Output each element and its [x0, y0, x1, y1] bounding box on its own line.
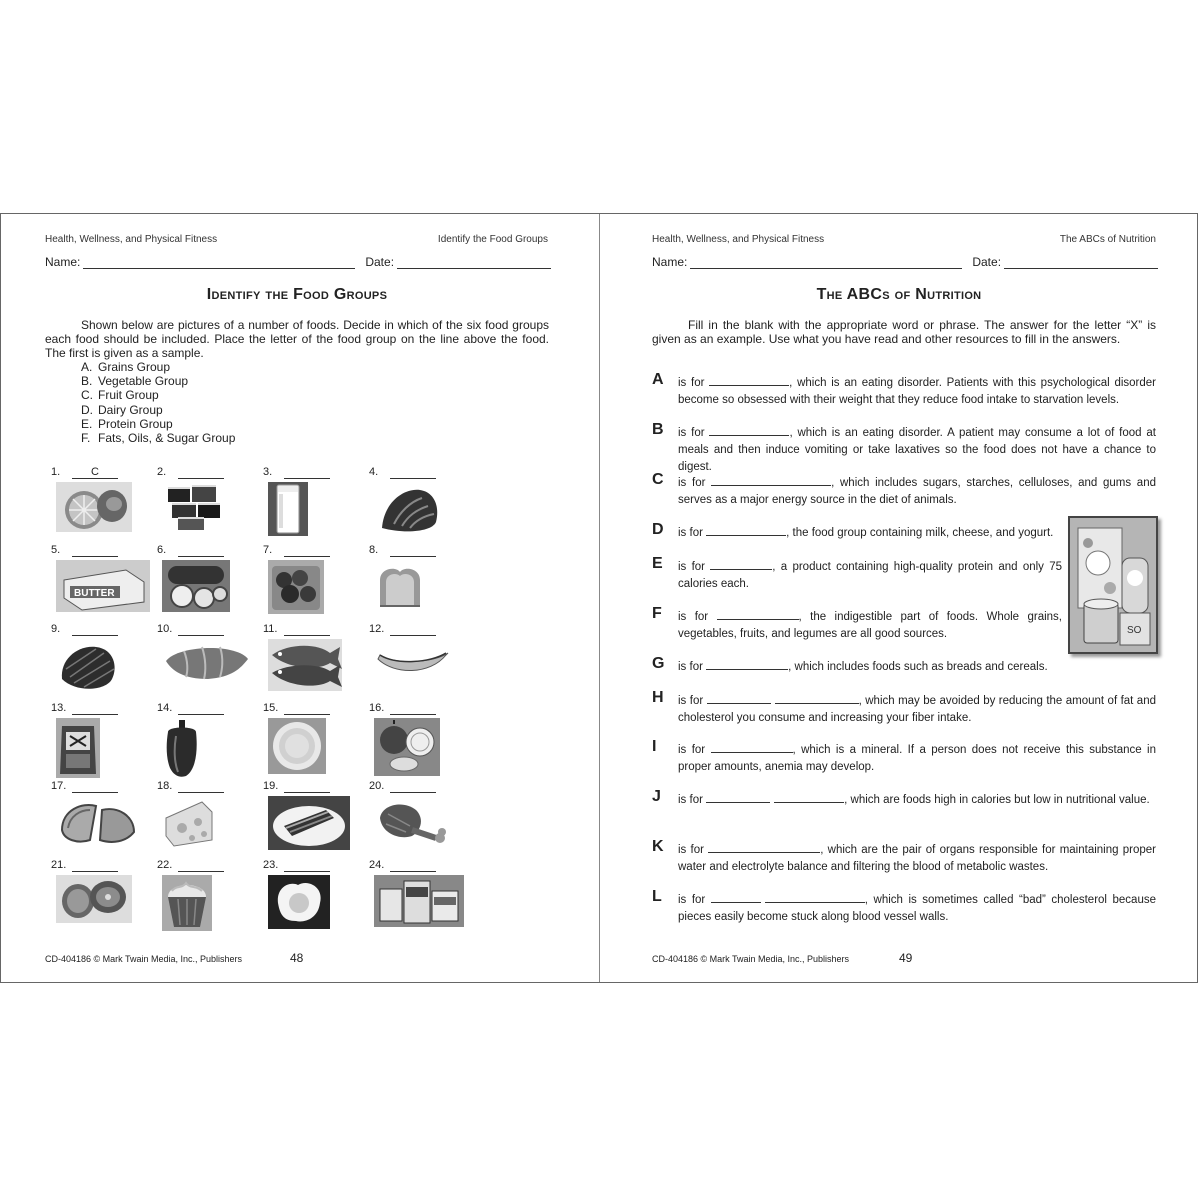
header-section-title: The ABCs of Nutrition [1059, 234, 1156, 245]
header-book-title: Health, Wellness, and Physical Fitness [652, 234, 825, 245]
dairy-products-photo-icon [1068, 516, 1158, 654]
definition-text: , which is sometimes called “bad” cholesterol because pieces easily become stuck along blood vessel walls. [678, 894, 1156, 923]
abc-letter: C [652, 471, 664, 488]
is-for-label: is for [678, 894, 711, 906]
food-item [51, 466, 151, 542]
answer-blank[interactable] [774, 791, 844, 803]
food-item [263, 702, 363, 778]
cupcake-icon [162, 875, 212, 936]
food-group-letter: C. [81, 388, 93, 403]
onion-icon [374, 718, 440, 781]
cake-slice-icon [268, 796, 350, 855]
grapefruit-icon [56, 482, 132, 537]
croissant-icon [162, 639, 252, 688]
abc-entry [652, 521, 1062, 542]
abc-entry-text [678, 474, 1156, 509]
abc-letter: F [652, 605, 662, 622]
book-spread [0, 213, 1198, 983]
kiwi-icon [56, 875, 132, 928]
food-group-item [81, 374, 235, 388]
abc-entry-text [678, 374, 1156, 409]
is-for-label: is for [678, 695, 707, 707]
abc-letter: B [652, 421, 664, 438]
sliced-vegetable-icon [162, 560, 230, 617]
food-item-number: 4. [369, 466, 379, 478]
pepper-icon [162, 718, 202, 783]
food-group-answer-blank[interactable] [284, 859, 330, 872]
page-number: 49 [899, 951, 913, 965]
abc-entry [652, 421, 1156, 476]
food-item [157, 702, 257, 778]
is-for-label: is for [678, 744, 711, 756]
definition-text: , which is an eating disorder. A patient may consume a lot of food at meals and then induce vomiting or take laxatives so the food does not have a chance to digest. [678, 427, 1156, 473]
food-item-number: 8. [369, 544, 379, 556]
answer-blank[interactable] [717, 608, 799, 620]
food-group-answer-blank[interactable] [390, 702, 436, 715]
footer-copyright: CD-404186 © Mark Twain Media, Inc., Publishers [45, 954, 243, 964]
chicken-leg-icon [374, 796, 450, 853]
ham-icon [56, 639, 122, 700]
food-group-answer-blank[interactable] [390, 623, 436, 636]
food-item-number: 3. [263, 466, 273, 478]
abc-entry-text [678, 791, 1156, 809]
abc-letter: D [652, 521, 664, 538]
abc-letter: G [652, 655, 665, 672]
date-field[interactable] [1004, 258, 1158, 269]
answer-blank[interactable] [706, 524, 786, 536]
food-item-number: 11. [263, 623, 278, 635]
fish-icon [268, 639, 342, 696]
food-item [263, 544, 363, 620]
food-item [157, 780, 257, 856]
abc-entry [652, 605, 1062, 643]
date-label: Date: [972, 255, 1002, 269]
abc-letter: K [652, 838, 664, 855]
abc-entry [652, 689, 1156, 727]
flour-bag-icon [56, 718, 100, 783]
food-item [157, 859, 257, 935]
name-field[interactable] [690, 258, 962, 269]
answer-blank[interactable] [775, 692, 859, 704]
food-item [157, 623, 257, 699]
food-item [263, 623, 363, 699]
definition-text: , the food group containing milk, cheese, and yogurt. [786, 527, 1054, 539]
food-group-answer-blank[interactable] [72, 702, 118, 715]
abc-entry-text [678, 608, 1062, 643]
lettuce-icon [374, 482, 446, 541]
food-group-answer-blank[interactable] [390, 859, 436, 872]
food-group-answer-blank[interactable] [178, 466, 224, 479]
food-group-answer-blank[interactable] [284, 466, 330, 479]
food-item-number: 23. [263, 859, 279, 871]
food-item [369, 859, 469, 935]
food-group-letter: E. [81, 416, 93, 431]
is-for-label: is for [678, 477, 712, 489]
abc-entry-text [678, 841, 1156, 876]
food-group-answer-blank[interactable] [284, 780, 330, 793]
food-item [369, 466, 469, 542]
definition-text: , which are the pair of organs responsible for maintaining proper water and electrolyte balance and filtering the blood of metabolic wastes. [678, 844, 1156, 873]
abc-entry-text [678, 424, 1156, 476]
abc-entry [652, 738, 1156, 776]
food-group-item [81, 388, 235, 402]
food-item-number: 13. [51, 702, 67, 714]
egg-icon [268, 875, 330, 934]
food-item [51, 702, 151, 778]
food-group-item [81, 431, 235, 445]
food-item-number: 10. [157, 623, 173, 635]
answer-blank[interactable] [711, 891, 761, 903]
food-item-number: 15. [263, 702, 279, 714]
food-item [51, 623, 151, 699]
food-group-answer-blank[interactable] [72, 859, 118, 872]
food-group-letter: A. [81, 360, 93, 374]
abc-entry-text [678, 692, 1156, 727]
answer-blank[interactable] [709, 374, 789, 386]
food-group-answer-blank[interactable] [284, 623, 330, 636]
food-item-number: 7. [263, 544, 273, 556]
definition-text: , which may be avoided by reducing the amount of fat and cholesterol you consume and increasing your fiber intake. [678, 695, 1156, 724]
definition-text: , which is a mineral. If a person does not receive this substance in proper amounts, anemia may develop. [678, 744, 1156, 773]
food-item [157, 544, 257, 620]
food-group-answer-blank[interactable] [178, 623, 224, 636]
abc-letter: L [652, 888, 662, 905]
food-item [157, 466, 257, 542]
food-item-number: 20. [369, 780, 385, 792]
food-item [51, 859, 151, 935]
instructions: Shown below are pictures of a number of foods. Decide in which of the six food groups each food should be included. Place the letter of the food group on the line above the food. The first is given as a sample. [45, 318, 549, 360]
butter-icon [56, 560, 150, 617]
food-group-answer-blank[interactable] [390, 466, 436, 479]
fudge-icon [162, 482, 230, 539]
food-item-number: 24. [369, 859, 385, 871]
food-item [369, 780, 469, 856]
food-item [51, 544, 151, 620]
is-for-label: is for [678, 794, 707, 806]
definition-text: , which includes sugars, starches, celluloses, and gums and serves as a major energy source in the diet of animals. [678, 477, 1156, 506]
answer-blank[interactable] [709, 424, 789, 436]
food-group-name: Fats, Oils, & Sugar Group [98, 431, 236, 446]
abc-letter: E [652, 555, 663, 572]
name-label: Name: [45, 255, 81, 269]
definition-text: , which includes foods such as breads and cereals. [788, 661, 1048, 673]
food-item-number: 6. [157, 544, 167, 556]
abc-entry [652, 555, 1062, 593]
name-field[interactable] [83, 258, 355, 269]
food-item-number: 1. [51, 466, 61, 478]
food-item-number: 2. [157, 466, 167, 478]
header-section-title: Identify the Food Groups [437, 234, 548, 245]
food-group-answer-blank[interactable] [178, 702, 224, 715]
abc-entry-text [678, 524, 1062, 542]
name-label: Name: [652, 255, 688, 269]
food-item-number: 9. [51, 623, 61, 635]
abc-letter: A [652, 371, 664, 388]
abc-entry [652, 371, 1156, 409]
abc-entry-text [678, 658, 1062, 676]
page-title: Identify the Food Groups [206, 286, 388, 303]
food-item-number: 18. [157, 780, 173, 792]
food-item-number: 21. [51, 859, 67, 871]
cheese-icon [162, 796, 216, 855]
page-title: The ABCs of Nutrition [816, 286, 982, 303]
food-item-number: 22. [157, 859, 173, 871]
food-item [369, 623, 469, 699]
answer-blank[interactable] [711, 741, 793, 753]
food-group-answer-blank[interactable] [178, 859, 224, 872]
yogurt-cups-icon [374, 875, 464, 932]
name-date-row [45, 255, 557, 269]
name-date-row [652, 255, 1164, 269]
food-group-answer-blank[interactable] [284, 544, 330, 557]
answer-blank[interactable] [765, 891, 865, 903]
food-item-number: 5. [51, 544, 61, 556]
abc-entry [652, 788, 1156, 809]
food-item-number: 19. [263, 780, 279, 792]
food-item [263, 466, 363, 542]
abc-entry-text [678, 558, 1062, 593]
abc-letter: J [652, 788, 661, 805]
abc-entry-text [678, 741, 1156, 776]
abc-letter: H [652, 689, 664, 706]
is-for-label: is for [678, 527, 707, 539]
milk-glass-icon [268, 482, 308, 541]
abc-letter: I [652, 738, 657, 755]
food-group-name: Grains Group [98, 360, 171, 374]
food-group-answer-blank[interactable] [390, 780, 436, 793]
bowl-icon [268, 718, 326, 779]
food-group-answer-blank[interactable] [390, 544, 436, 557]
svg-text:BUTTER: BUTTER [74, 588, 115, 599]
food-group-answer-blank[interactable] [284, 702, 330, 715]
is-for-label: is for [678, 611, 717, 623]
definition-text: , which is an eating disorder. Patients with this psychological disorder become so obsessed with their weight that they reduce food intake to starvation levels. [678, 377, 1156, 406]
definition-text: , which are foods high in calories but low in nutritional value. [844, 794, 1150, 806]
svg-text:SO: SO [1127, 625, 1142, 636]
food-item [369, 702, 469, 778]
answer-blank[interactable] [710, 558, 772, 570]
food-item [263, 780, 363, 856]
date-field[interactable] [397, 258, 551, 269]
melon-icon [56, 796, 138, 855]
answer-blank[interactable] [707, 692, 771, 704]
abc-entry [652, 838, 1156, 876]
answer-blank[interactable] [706, 791, 770, 803]
food-group-item [81, 360, 235, 374]
definition-text: , a product containing high-quality protein and only 75 calories each. [678, 561, 1062, 590]
is-for-label: is for [678, 661, 707, 673]
is-for-label: is for [678, 377, 710, 389]
answer-blank[interactable] [708, 841, 820, 853]
food-item [369, 544, 469, 620]
food-group-name: Dairy Group [98, 402, 163, 417]
abc-entry [652, 655, 1062, 676]
food-item [263, 859, 363, 935]
is-for-label: is for [678, 844, 709, 856]
left-page [1, 214, 600, 982]
food-group-name: Protein Group [98, 416, 173, 431]
bread-icon [374, 560, 426, 617]
food-group-item [81, 403, 235, 417]
food-item-number: 17. [51, 780, 67, 792]
food-item-number: 16. [369, 702, 385, 714]
is-for-label: is for [678, 427, 710, 439]
footer-copyright: CD-404186 © Mark Twain Media, Inc., Publishers [652, 954, 850, 964]
food-group-letter: B. [81, 374, 93, 389]
food-group-name: Vegetable Group [98, 374, 189, 389]
food-group-list [81, 360, 235, 445]
food-group-letter: D. [81, 402, 93, 417]
food-group-letter: F. [81, 431, 91, 446]
food-group-answer-blank[interactable] [72, 780, 118, 793]
strawberries-icon [268, 560, 324, 619]
right-page [600, 214, 1198, 982]
header-book-title: Health, Wellness, and Physical Fitness [45, 234, 218, 245]
definition-text: , the indigestible part of foods. Whole grains, vegetables, fruits, and legumes are all good sources. [678, 611, 1062, 640]
page-number: 48 [290, 951, 304, 965]
food-group-answer-blank[interactable] [72, 544, 118, 557]
food-group-answer-blank[interactable]: C [72, 466, 118, 479]
food-group-answer-blank[interactable] [178, 780, 224, 793]
food-item-number: 14. [157, 702, 173, 714]
abc-entry [652, 471, 1156, 509]
abc-entry-text [678, 891, 1156, 926]
abc-entry [652, 888, 1156, 926]
date-label: Date: [365, 255, 395, 269]
instructions: Fill in the blank with the appropriate word or phrase. The answer for the letter “X” is given as an example. Use what you have read and other resources to fill in the answers. [652, 318, 1156, 346]
answer-blank[interactable] [711, 474, 831, 486]
food-group-item [81, 417, 235, 431]
food-item-number: 12. [369, 623, 385, 635]
food-group-name: Fruit Group [98, 388, 159, 403]
answer-blank[interactable] [706, 658, 788, 670]
food-group-answer-blank[interactable] [178, 544, 224, 557]
food-item [51, 780, 151, 856]
is-for-label: is for [678, 561, 711, 573]
food-group-answer-blank[interactable] [72, 623, 118, 636]
banana-icon [374, 639, 450, 684]
